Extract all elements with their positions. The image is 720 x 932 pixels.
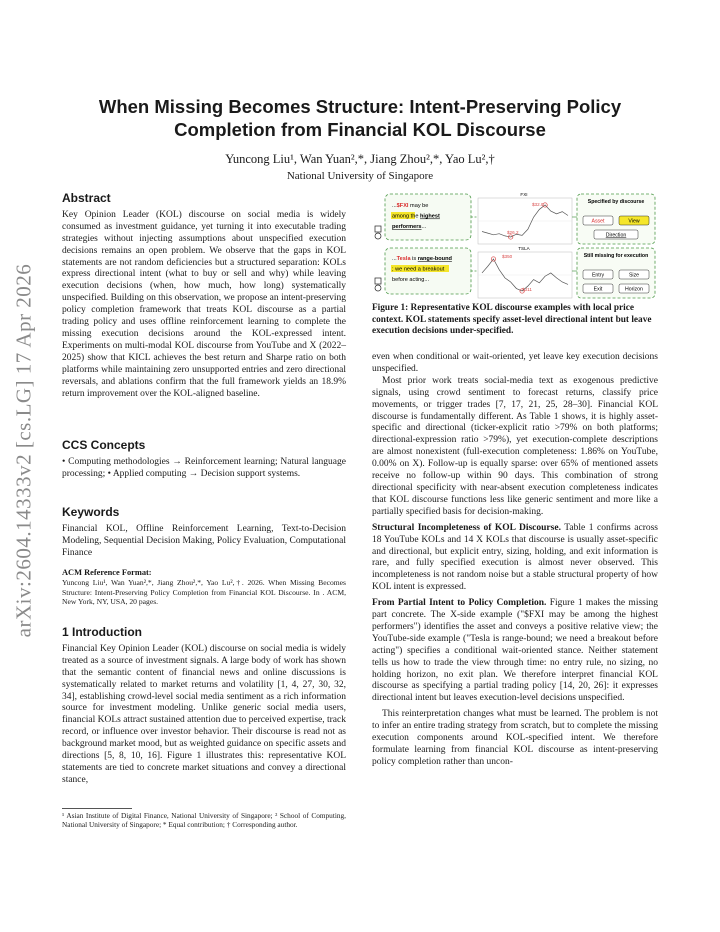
quote-yt-ticker: Tesla xyxy=(396,256,411,262)
kol-speaker-icon-x xyxy=(375,226,381,239)
quote-yt-ellipsis: ... xyxy=(392,256,397,262)
chart-tsla-high-label: $350 xyxy=(502,254,513,259)
tag-horizon: Horizon xyxy=(625,286,643,293)
tag-exit: Exit xyxy=(593,286,603,293)
right-paragraph-4 xyxy=(372,598,658,705)
right-paragraph-5: This reinterpretation changes what must be learned. The problem is not to infer an entire trading strategy from scratch, but to complete the missing execution components around KOL-specified intent. We therefore formulate learning from financial KOL discourse as intent-preserving policy completion rather than uncon- xyxy=(372,709,658,767)
right-p3-body: Table 1 confirms across 18 YouTube KOLs and 14 X KOLs that discourse is usually asset-specific and directional, but explicit entry, sizing, holding, and exit information is rare, and fully specified execution is almost never observed. This incompleteness is not random noise but a stable structural property of how KOL intent is expressed. xyxy=(372,522,658,593)
quote-x-phrase: may be xyxy=(408,203,429,209)
arxiv-identifier xyxy=(6,250,42,650)
acm-ref-text: Yuncong Liu¹, Wan Yuan²,*, Jiang Zhou²,*, Yao Lu²,†. 2026. When Missing Becomes Structure: Intent-Preserving Policy Completion from Financial KOL Discourse. In . ACM, New York, NY, USA, 20 pages. xyxy=(62,578,346,607)
right-paragraph-2: Most prior work treats social-media text as exogenous predictive signals, using crowd sentiment to forecast returns, classify price movements, or trigger trades [7, 17, 21, 25, 28–30]. Financial KOL discourse is fundamentally different. As Table 1 shows, it is highly asset-specific and directional (ticker-explicit ratio >79% on both platforms; directional-expression ratio >79%), yet execution-complete descriptions are almost nonexistent (full-execution completeness: 1.86% on YouTube, 0.00% on X). Follow-up is equally sparse: over 65% of mentioned assets receive no follow-up within 90 days. This combination of strong directional specificity with near-absent execution completeness indicates that KOL discourse functions less like generic sentiment and more like a partially specified basis for decision-making. xyxy=(372,375,658,517)
ccs-text: • Computing methodologies → Reinforcement learning; Natural language processing; • Applied computing → Decision support systems. xyxy=(62,456,346,479)
abstract-heading: Abstract xyxy=(62,191,111,205)
quote-x-the: the xyxy=(409,213,420,220)
kol-speaker-icon-youtube xyxy=(375,278,381,291)
chart-fxi-label: FXI xyxy=(520,192,528,197)
chart-fxi-low-label: $26.2 xyxy=(507,230,519,235)
footnote: ¹ Asian Institute of Digital Finance, National University of Singapore; ² School of Computing, National University of Singapore; * Equal contribution; † Corresponding author. xyxy=(62,811,346,830)
tag-size: Size xyxy=(628,272,640,279)
intro-paragraph-1: Financial Key Opinion Leader (KOL) discourse on social media is widely treated as a source of investment signals. A large body of work has shown that the semantic content of financial news and online discussions is systematically related to market returns and volatility [1, 4, 27, 30, 32, 34], establishing crowd-level social media sentiment as a rich information source for investment modeling. Unlike generic social media users, financial KOLs attract sustained attention due to perceived expertise, track record, or influence over investor behavior. Their discourse is read not as background market mood, but as weighted guidance on specific assets and directions [5, 8, 10, 16]. Figure 1 illustrates this: representative KOL statements are tied to concrete market situations and convey a directional stance, xyxy=(62,643,346,785)
quote-x-end: ... xyxy=(421,224,427,230)
ccs-heading: CCS Concepts xyxy=(62,438,146,452)
quote-yt-line3: before acting... xyxy=(392,277,430,283)
quote-x-ellipsis: ... xyxy=(392,203,397,209)
right-p3-heading: Structural Incompleteness of KOL Discourse. xyxy=(372,522,561,533)
quote-yt-line2: ; we need a breakout xyxy=(392,266,445,273)
right-p4-heading: From Partial Intent to Policy Completion. xyxy=(372,598,547,609)
keywords-text: Financial KOL, Offline Reinforcement Learning, Text-to-Decision Modeling, Sequential Decision Making, Policy Evaluation, Computational Finance xyxy=(62,523,346,558)
quote-x-ticker: $FXI xyxy=(396,203,409,209)
quote-yt-rangebound: range-bound xyxy=(417,256,452,262)
price-charts xyxy=(478,192,572,298)
chart-fxi-high-label: $32.0 xyxy=(532,202,544,207)
specified-title: Specified by discourse xyxy=(587,199,645,205)
quote-x-line1 xyxy=(392,203,428,209)
arxiv-id-text: arXiv:2604.14333v2 [cs.LG] 17 Apr 2026 xyxy=(11,263,36,637)
tag-view: View xyxy=(628,218,640,225)
right-column-text xyxy=(372,352,658,769)
figure-1-caption: Figure 1: Representative KOL discourse examples with local price context. KOL statements specify asset-level directional intent but leave execution decisions under-specified. xyxy=(372,303,652,337)
abstract-section xyxy=(62,193,346,400)
chart-tsla-low-label: $311 xyxy=(522,287,532,292)
figure-1-svg xyxy=(372,190,659,302)
right-p4-body: Figure 1 makes the missing part concrete. The X-side example ("$FXI may be among the highest performers") identifies the asset and conveys a positive relative view; the YouTube-side example ("Tesla is range-bound; we need a breakout before acting") specifies a conditional wait-oriented stance. Neither statement tells us how to trade the view through time: no entry rule, no sizing, no holding horizon, no exit plan. We therefore interpret financial KOL discourse as specifying a partial trading policy [14, 20, 26]: it expresses directional intent but leaves execution-level decisions unspecified. xyxy=(372,598,658,704)
right-paragraph-1: even when conditional or wait-oriented, yet leave key execution decisions unspecified. xyxy=(372,352,658,374)
introduction-section xyxy=(62,627,346,787)
quote-x-line3 xyxy=(392,224,427,230)
tag-direction: Direction xyxy=(605,232,627,239)
tag-entry: Entry xyxy=(591,272,605,279)
keywords-section xyxy=(62,507,346,560)
acm-ref-heading: ACM Reference Format: xyxy=(62,568,152,577)
missing-title: Still missing for execution xyxy=(583,253,649,259)
quote-yt-is: is xyxy=(410,256,418,262)
ccs-section xyxy=(62,440,346,481)
keywords-heading: Keywords xyxy=(62,505,120,519)
quote-yt-line1 xyxy=(392,256,452,262)
quote-x-highest: highest xyxy=(420,213,440,220)
right-paragraph-3 xyxy=(372,523,658,594)
acm-reference xyxy=(62,568,346,607)
quote-x-performers: performers xyxy=(392,224,422,230)
abstract-text: Key Opinion Leader (KOL) discourse on social media is widely consumed as investment guidance, yet turning it into executable trading strategies without injecting assumptions about unspecified execution decisions remains an open problem. We observe that the gaps in KOL statements are not random deficiencies but a structured separation: KOLs express directional intent (what to buy or sell and why) while leaving execution decisions (when, how much, how long) systematically unspecified. Building on this observation, we propose an intent-preserving policy completion framework that treats KOL discourse as a partial trading policy and uses offline reinforcement learning to complete the missing execution decisions around the KOL-expressed intent. Experiments on multi-modal KOL discourse from YouTube and X (2022–2025) show that KICL achieves the best return and Sharpe ratio on both platforms while maintaining zero unsupported entries and zero directional reversals, and ablations confirm that the full framework yields an 18.9% return improvement over the KOL-aligned baseline. xyxy=(62,209,346,399)
author-list: Yuncong Liu¹, Wan Yuan²,*, Jiang Zhou²,*, Yao Lu²,† xyxy=(225,152,495,166)
tag-asset: Asset xyxy=(591,218,605,225)
quote-x-among: among xyxy=(392,213,410,220)
paper-title: When Missing Becomes Structure: Intent-Preserving Policy Completion from Financial KOL Discourse xyxy=(98,96,622,140)
footnote-rule xyxy=(62,808,132,809)
affiliation: National University of Singapore xyxy=(286,170,434,182)
chart-tsla-label: TSLA xyxy=(518,246,530,251)
figure-1 xyxy=(372,190,659,302)
quote-x-line2 xyxy=(392,214,440,220)
intro-heading: 1 Introduction xyxy=(62,625,142,639)
